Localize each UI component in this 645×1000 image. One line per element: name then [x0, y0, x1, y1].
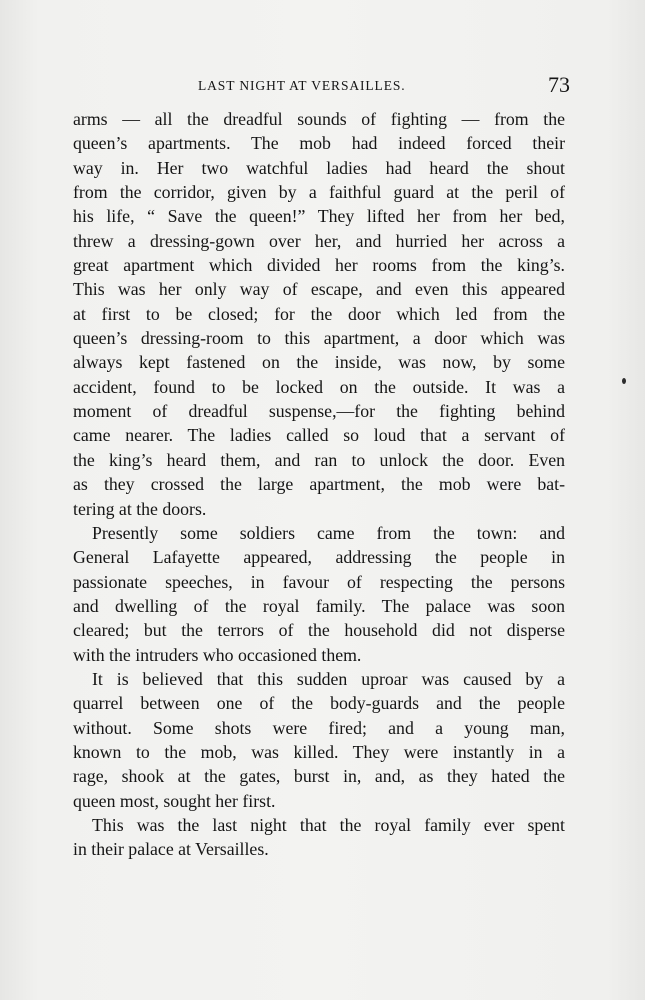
- paragraph-1: [73, 107, 565, 521]
- text-line: always kept fastened on the inside, was now, by some: [73, 352, 565, 373]
- body-text: [73, 107, 565, 862]
- text-line: great apartment which divided her rooms from the king’s.: [73, 255, 565, 276]
- text-line: moment of dreadful suspense,—for the fighting behind: [73, 401, 565, 422]
- text-line: the king’s heard them, and ran to unlock the door. Even: [73, 449, 565, 470]
- text-line: as they crossed the large apartment, the mob were bat-: [73, 474, 565, 495]
- text-line: without. Some shots were fired; and a young man,: [73, 717, 565, 738]
- text-line: accident, found to be locked on the outside. It was a: [73, 376, 565, 397]
- text-line: queen’s apartments. The mob had indeed forced their: [73, 133, 565, 154]
- text-line: queen most, sought her first.: [73, 790, 276, 811]
- text-line: passionate speeches, in favour of respecting the persons: [73, 571, 565, 592]
- text-line: This was the last night that the royal family ever spent: [92, 814, 565, 835]
- text-line: queen’s dressing-room to this apartment, a door which was: [73, 328, 565, 349]
- text-line: way in. Her two watchful ladies had heard the shout: [73, 157, 565, 178]
- ink-speck-mark: [622, 378, 626, 384]
- text-line: quarrel between one of the body-guards and the people: [73, 693, 565, 714]
- text-line: came nearer. The ladies called so loud that a servant of: [73, 425, 565, 446]
- text-line: threw a dressing-gown over her, and hurried her across a: [73, 230, 565, 251]
- text-line: rage, shook at the gates, burst in, and, as they hated the: [73, 766, 565, 787]
- text-line: with the intruders who occasioned them.: [73, 644, 362, 665]
- text-line: arms — all the dreadful sounds of fighting — from the: [73, 109, 565, 129]
- text-line: at first to be closed; for the door which led from the: [73, 303, 565, 324]
- page-number: 73: [548, 72, 570, 97]
- text-line: in their palace at Versailles.: [73, 839, 269, 860]
- text-line: tering at the doors.: [73, 498, 207, 519]
- text-line: cleared; but the terrors of the household did not disperse: [73, 620, 565, 641]
- paragraph-2: [73, 521, 565, 667]
- text-line: his life, “ Save the queen!” They lifted her from her bed,: [73, 206, 565, 227]
- text-line: This was her only way of escape, and even this appeared: [73, 279, 565, 300]
- text-line: It is believed that this sudden uproar was caused by a: [92, 668, 565, 689]
- text-line: and dwelling of the royal family. The palace was soon: [73, 595, 565, 616]
- paragraph-4: [73, 813, 565, 862]
- paragraph-3: [73, 667, 565, 813]
- text-line: General Lafayette appeared, addressing the people in: [73, 547, 565, 568]
- running-head-title: LAST NIGHT AT VERSAILLES.: [198, 78, 406, 93]
- text-line: from the corridor, given by a faithful guard at the peril of: [73, 182, 565, 203]
- text-line: Presently some soldiers came from the town: and: [92, 522, 565, 543]
- running-head: [74, 74, 568, 98]
- text-line: known to the mob, was killed. They were instantly in a: [73, 741, 565, 762]
